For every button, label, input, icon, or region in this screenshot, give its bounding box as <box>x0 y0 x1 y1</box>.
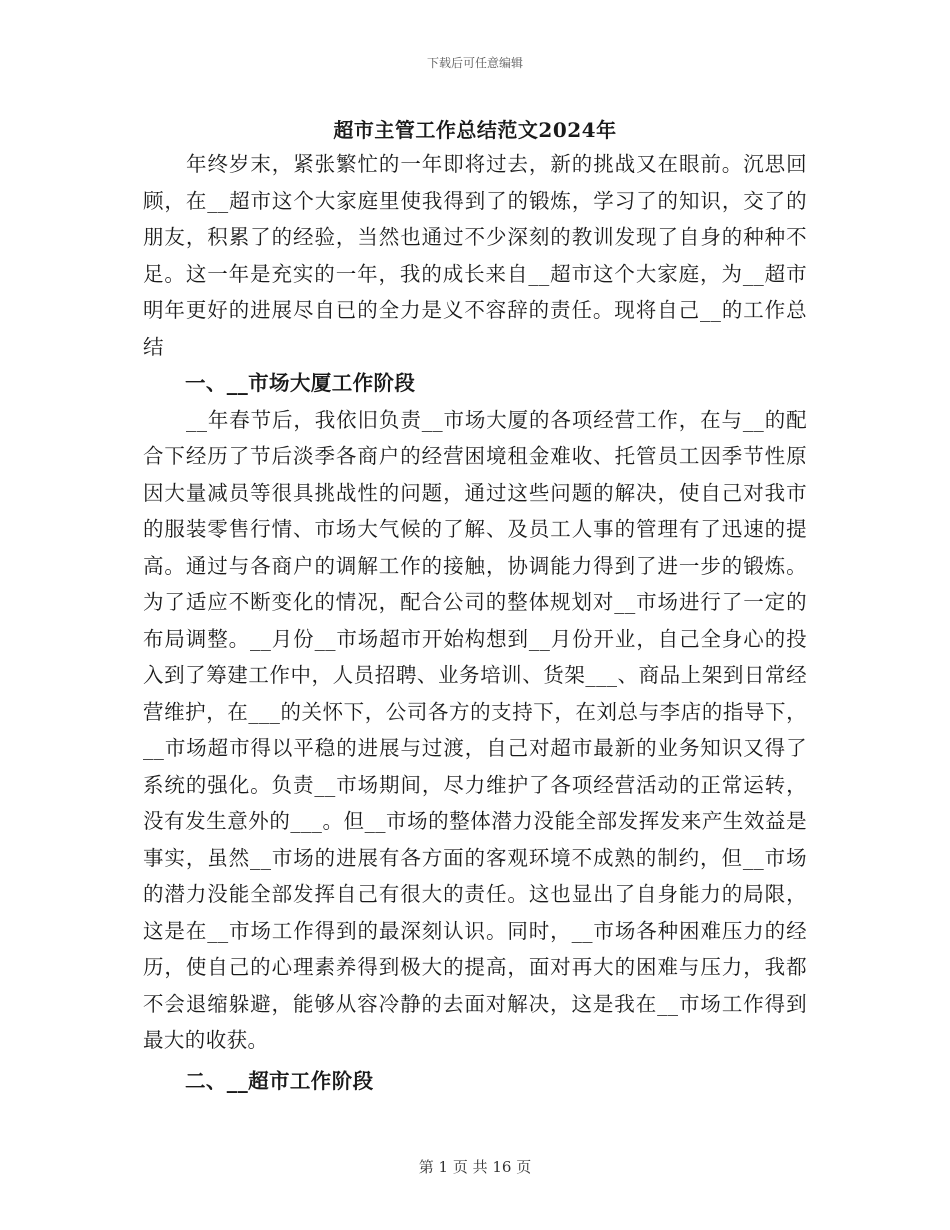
document-body <box>143 146 807 1099</box>
section-2-heading: 二、__超市工作阶段 <box>185 1068 374 1093</box>
page-footer: 第 1 页 共 16 页 <box>418 1158 532 1176</box>
section-1-paragraph: __年春节后，我依旧负责__市场大厦的各项经营工作，在与__的配合下经历了节后淡季各商户的经营困境租金难收、托管员工因季节性原因大量减员等很具挑战性的问题，通过这些问题的解决，使自己对我市的服装零售行情、市场大气候的了解、及员工人事的管理有了迅速的提高。通过与各商户的调解工作的接触，协调能力得到了进一步的锻炼。为了适应不断变化的情况，配合公司的整体规划对__市场进行了一定的布局调整。__月份__市场超市开始构想到__月份开业，自己全身心的投入到了筹建工作中，人员招聘、业务培训、货架___、商品上架到日常经营维护，在___的关怀下，公司各方的支持下，在刘总与李店的指导下，__市场超市得以平稳的进展与过渡，自己对超市最新的业务知识又得了系统的强化。负责__市场期间，尽力维护了各项经营活动的正常运转，没有发生意外的___。但__市场的整体潜力没能全部发挥发来产生效益是事实，虽然__市场的进展有各方面的客观环境不成熟的制约，但__市场的潜力没能全部发挥自己有很大的责任。这也显出了自身能力的局限，这是在__市场工作得到的最深刻认识。同时，__市场各种困难压力的经历，使自己的心理素养得到极大的提高，面对再大的困难与压力，我都不会退缩躲避，能够从容冷静的去面对解决，这是我在__市场工作得到最大的收获。 <box>143 407 807 1052</box>
intro-paragraph: 年终岁末，紧张繁忙的一年即将过去，新的挑战又在眼前。沉思回顾，在__超市这个大家庭里使我得到了的锻炼，学习了的知识，交了的朋友，积累了的经验，当然也通过不少深刻的教训发现了自身的种种不足。这一年是充实的一年，我的成长来自__超市这个大家庭，为__超市明年更好的进展尽自已的全力是义不容辞的责任。现将自己__的工作总结 <box>143 152 807 359</box>
header-note: 下载后可任意编辑 <box>426 56 523 70</box>
section-1-heading: 一、__市场大厦工作阶段 <box>185 371 416 395</box>
document-title: 超市主管工作总结范文2024年 <box>333 118 617 142</box>
